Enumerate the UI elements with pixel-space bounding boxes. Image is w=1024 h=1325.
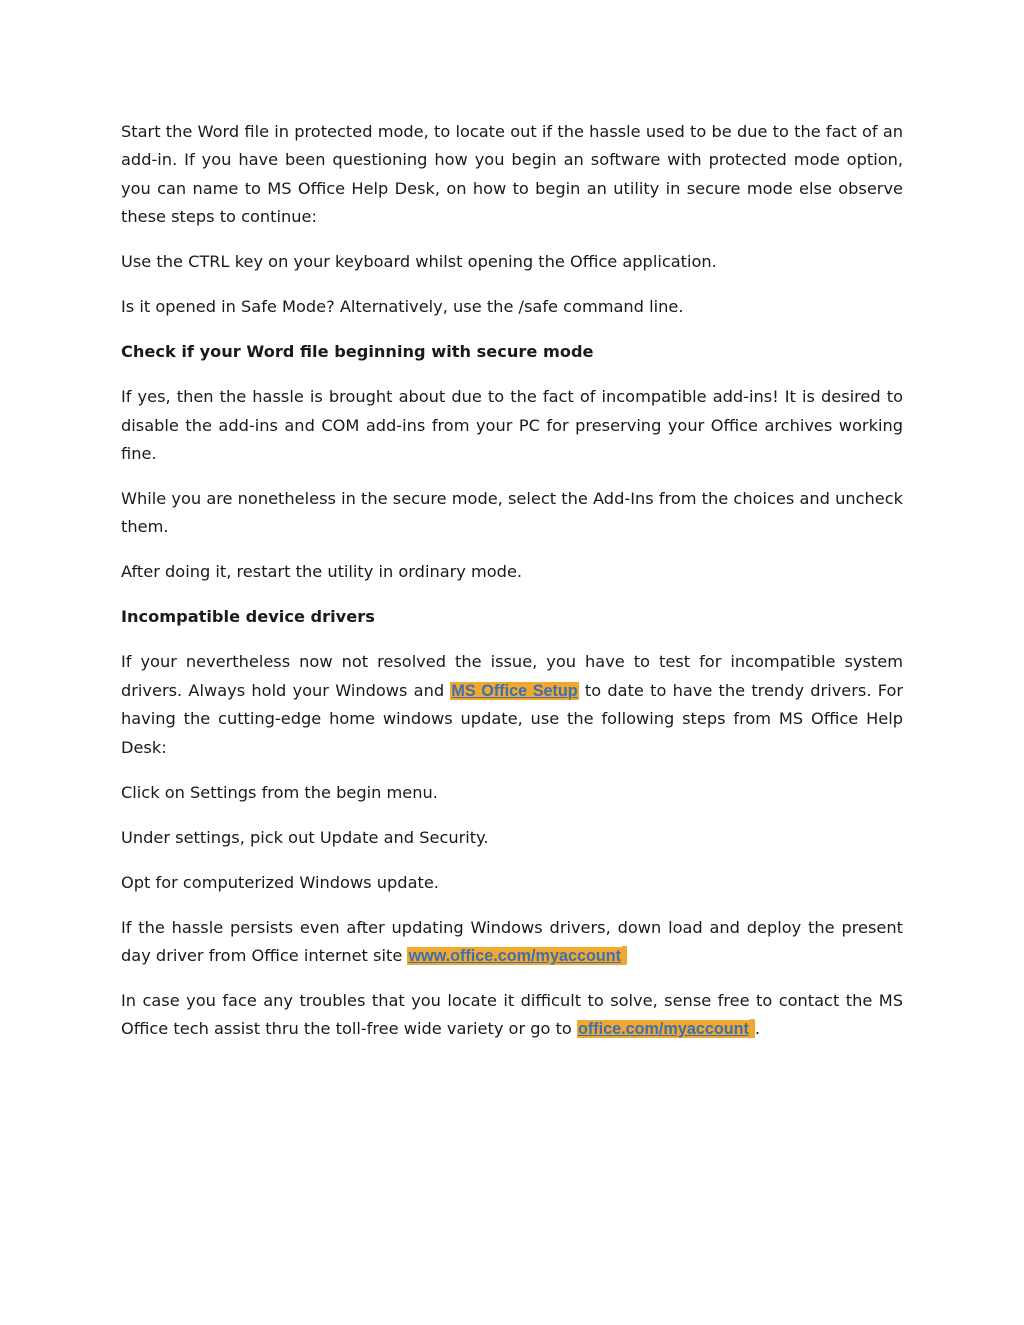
paragraph-windows-update-step: Opt for computerized Windows update. [121, 872, 439, 892]
paragraph-protected-mode: Start the Word file in protected mode, to locate out if the hassle used to be due to the fact of an add-in. If you have been questioning how you begin an software with protected mode option, you can name to MS Office Help Desk, on how to begin an utility in secure mode else observe these steps to continue: [121, 122, 903, 227]
paragraph-uncheck-addins: While you are nonetheless in the secure mode, select the Add-Ins from the choices and uncheck them. [121, 489, 903, 537]
paragraph-text: If the hassle persists even after updating Windows drivers, down load and deploy the present day driver from Office internet site [121, 917, 903, 966]
paragraph-incompatible-addins: If yes, then the hassle is brought about due to the fact of incompatible add-ins! It is desired to disable the add-ins and COM add-ins from your PC for preserving your Office archives working fine. [121, 387, 903, 464]
paragraph-contact-support [121, 987, 903, 1044]
ms-office-setup-link[interactable]: MS Office Setup [451, 681, 578, 700]
paragraph-text: to date to have the trendy drivers. For having the cutting-edge home windows update, use the following steps from MS Office Help Desk: [121, 680, 903, 757]
period-highlight: . [622, 946, 628, 966]
paragraph-update-security-step: Under settings, pick out Update and Security. [121, 827, 489, 847]
paragraph-restart-ordinary: After doing it, restart the utility in ordinary mode. [121, 562, 523, 582]
paragraph-safe-mode: Is it opened in Safe Mode? Alternatively, use the /safe command line. [121, 297, 684, 317]
office-myaccount-link[interactable]: www.office.com/myaccount [408, 947, 622, 966]
paragraph-text: If your nevertheless now not resolved the issue, you have to test for incompatible system drivers. Always hold your Windows and [121, 652, 903, 700]
paragraph-driver-download [121, 914, 903, 971]
heading-check-word-file: Check if your Word file beginning with secure mode [121, 342, 594, 362]
document-page [121, 118, 903, 1060]
paragraph-settings-step: Click on Settings from the begin menu. [121, 782, 438, 802]
paragraph-ctrl-key: Use the CTRL key on your keyboard whilst opening the Office application. [121, 252, 717, 272]
paragraph-text: In case you face any troubles that you locate it difficult to solve, sense free to contact the MS Office tech assist thru the toll-free wide variety or go to [121, 991, 903, 1039]
paragraph-text: . [754, 1019, 761, 1039]
paragraph-system-drivers [121, 648, 903, 762]
heading-device-drivers: Incompatible device drivers [121, 607, 375, 627]
office-myaccount-link-2[interactable]: office.com/myaccount [577, 1020, 749, 1039]
